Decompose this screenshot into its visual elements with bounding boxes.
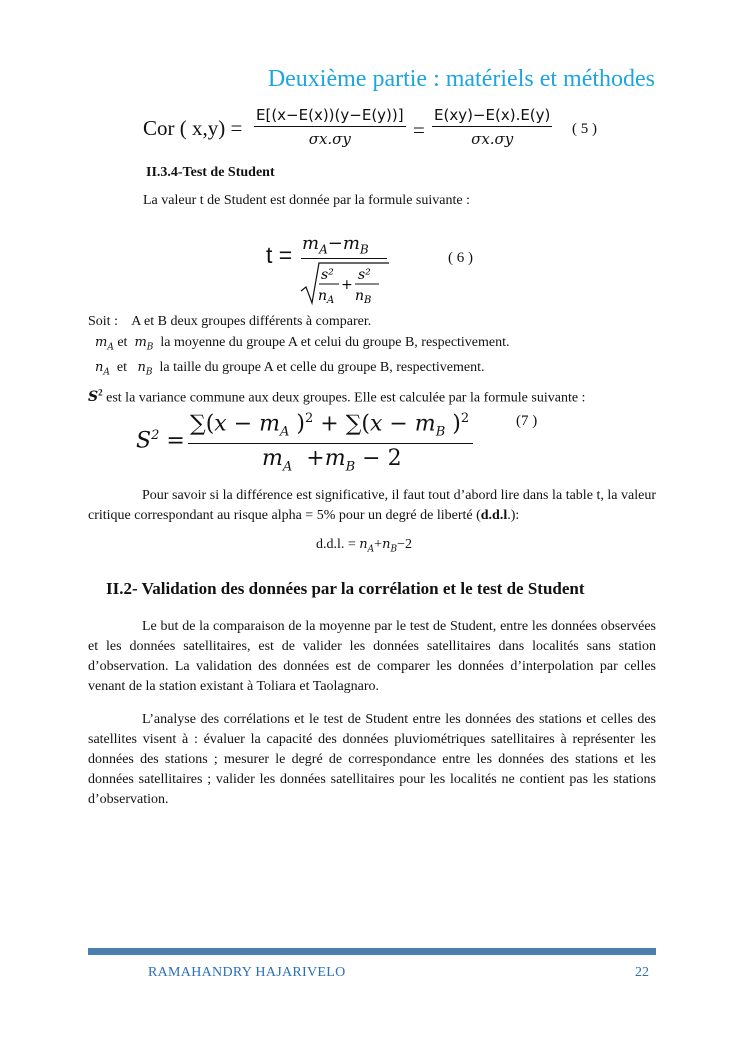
definition-text-1: A et B deux groupes différents à comparer. [131, 314, 372, 329]
cor-frac2-denominator: σx.σy [471, 130, 514, 148]
s2-fraction-bar [188, 443, 473, 444]
definition-text-3: la taille du groupe A et celle du groupe B, respectivement. [159, 359, 485, 375]
significance-paragraph [88, 486, 656, 526]
cor-equals: = [413, 118, 425, 142]
significance-text: Pour savoir si la différence est significative, il faut tout d’abord lire dans la table t, la valeur critique correspondant au risque alpha = 5% pour un degré de liberté ( [88, 488, 656, 523]
cor-fraction-2 [432, 104, 552, 151]
definitions-block [88, 312, 668, 409]
cor-fraction-1 [254, 104, 406, 151]
definition-line-3: $n_A$ et $n_B$ la taille du groupe A et celle du groupe B, respectivement. [95, 359, 485, 378]
definition-line-1 [88, 312, 668, 333]
page-header-title: Deuxième partie : matériels et méthodes [267, 66, 655, 92]
student-intro-text: La valeur t de Student est donnée par la formule suivante : [143, 193, 470, 208]
s2-formula-numerator: $\sum(x - m_A$ )$^2 + \sum(x - m_B$ )$^2$ [190, 411, 470, 440]
equation-number-7: (7 ) [516, 413, 538, 429]
ddl-label: d.d.l. = [316, 537, 356, 552]
soit-label: Soit : [88, 314, 118, 329]
svg-text:s²: s² [358, 267, 371, 283]
footer-divider [88, 948, 656, 955]
t-formula-lhs: t = [266, 242, 293, 268]
definition-conj-2: et [117, 334, 128, 350]
validation-section-heading: II.2- Validation des données par la corrélation et le test de Student [106, 579, 585, 598]
equation-number-6: ( 6 ) [448, 250, 473, 266]
definition-line-2: $m_A$ et $m_B$ la moyenne du groupe A et celui du groupe B, respectivement. [95, 334, 510, 353]
cor-frac1-denominator: σx.σy [308, 130, 351, 148]
validation-text-2: L’analyse des corrélations et le test de Student entre les données des stations et celles des satellites visent à : évaluer la capacité des données pluviométriques satellitaires à représenter les données des stations ; mesurer le degré de correspondance entre les données des stations et les données satellitaires ; valider les données satellitaires pour les localités ne contient pas les stations d’observation. [88, 712, 656, 807]
svg-text:nB: $n_B$ [355, 288, 372, 306]
student-test-heading: II.3.4-Test de Student [146, 165, 275, 180]
validation-paragraph-2 [88, 710, 656, 810]
cor-frac2-numerator: E(xy)−E(x).E(y) [432, 104, 552, 127]
svg-text:nA: $n_A$ [318, 288, 335, 306]
page-number: 22 [635, 965, 649, 980]
definition-conj-3: et [116, 359, 127, 375]
significance-text-end: .): [507, 508, 520, 523]
validation-text-1: Le but de la comparaison de la moyenne par le test de Student, entre les données observées et les données satellitaires, est de valider les données satellitaires dans localités sans station d’observation. La validation des données est de comparer les données d’interpolation par celles venant de la station existant à Toliara et Taolagnaro. [88, 619, 656, 694]
definition-line-4: $S^2$ est la variance commune aux deux groupes. Elle est calculée par la formule suivante : [88, 387, 586, 406]
t-formula-sqrt-denominator [299, 259, 391, 307]
cor-frac1-numerator: E[(x−E(x))(y−E(y))] [254, 104, 406, 127]
ddl-formula: d.d.l. = $n_A+n_B-2$ [316, 537, 412, 555]
definition-text-4: est la variance commune aux deux groupes. Elle est calculée par la formule suivante : [106, 390, 586, 406]
validation-paragraph-1 [88, 617, 656, 697]
s2-formula-denominator: $m_A +m_B - 2$ [262, 446, 402, 475]
ddl-bold-abbrev: d.d.l [480, 508, 508, 523]
definition-text-2: la moyenne du groupe A et celui du groupe B, respectivement. [160, 334, 510, 350]
footer-author: RAMAHANDRY HAJARIVELO [148, 965, 346, 980]
equation-number-5: ( 5 ) [572, 121, 597, 137]
t-formula-numerator: $m_A-m_B$ [302, 233, 369, 257]
cor-formula-lhs: Cor ( x,y) = [143, 116, 243, 140]
svg-text:s²: s² [321, 267, 334, 283]
s2-formula-lhs: $S^2$ = [136, 428, 185, 454]
svg-text:+: + [341, 277, 353, 293]
